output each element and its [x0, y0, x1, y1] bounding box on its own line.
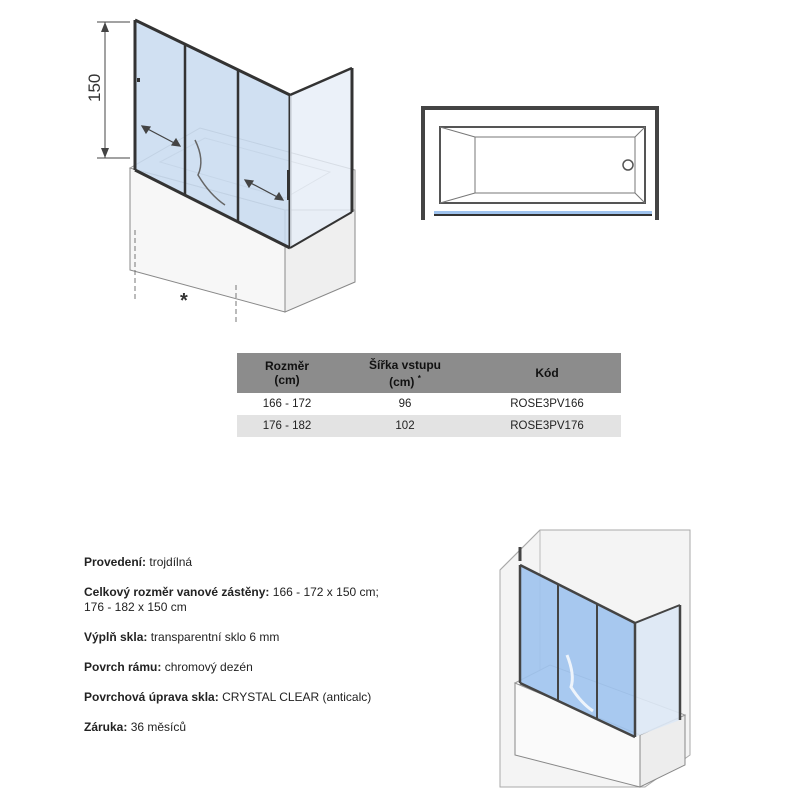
product-illustration [495, 525, 705, 795]
spec-item-frame: Povrch rámu: chromový dezén [84, 660, 253, 674]
spec-item-glass-finish: Povrchová úprava skla: CRYSTAL CLEAR (anticalc) [84, 690, 372, 704]
spec-item-glass: Výplň skla: transparentní sklo 6 mm [84, 630, 280, 644]
spec-list [84, 555, 424, 750]
cell-width: 96 [337, 393, 473, 415]
cell-code: ROSE3PV176 [473, 415, 621, 437]
plan-view-drawing [420, 105, 660, 225]
spec-item-warranty: Záruka: 36 měsíců [84, 720, 187, 734]
table-row [237, 415, 621, 437]
spec-table [237, 353, 621, 437]
header-entry-width: Šířka vstupu (cm) * [337, 353, 473, 393]
spec-item-design: Provedení: trojdílná [84, 555, 193, 569]
asterisk-marker: * [180, 290, 188, 312]
header-size: Rozměr (cm) [237, 353, 337, 393]
cell-size: 176 - 182 [237, 415, 337, 437]
technical-drawing-3d [80, 0, 380, 330]
cell-size: 166 - 172 [237, 393, 337, 415]
dimension-label-150: 150 [85, 73, 104, 102]
header-code: Kód [473, 353, 621, 393]
spec-item-size: Celkový rozměr vanové zástěny: 166 - 172 x 150 cm; 176 - 182 x 150 cm [84, 585, 379, 614]
table-row [237, 393, 621, 415]
cell-code: ROSE3PV166 [473, 393, 621, 415]
cell-width: 102 [337, 415, 473, 437]
